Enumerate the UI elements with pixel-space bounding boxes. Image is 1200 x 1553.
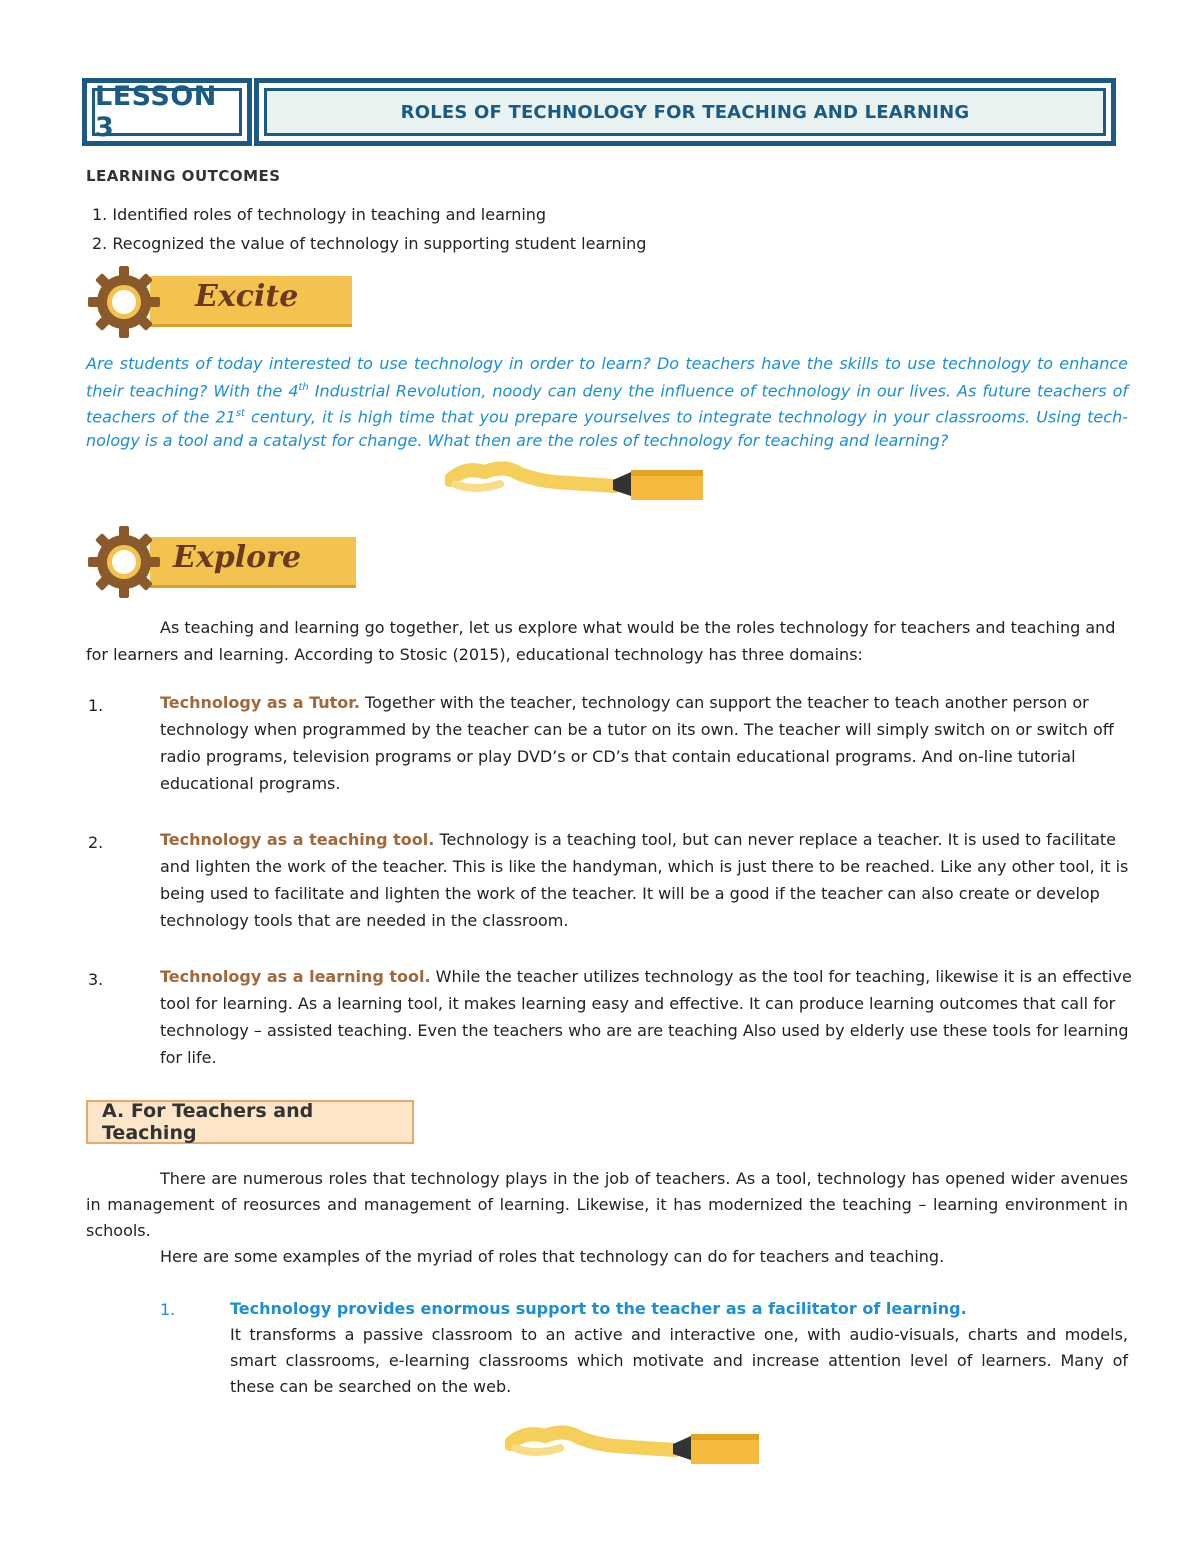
highlighter-icon bbox=[445, 458, 707, 504]
section-a-paragraph: Here are some examples of the myriad of roles that technology can do for teachers and teaching. bbox=[160, 1247, 945, 1266]
section-a-paragraph: There are numerous roles that technology plays in the job of teachers. As a tool, technology has opened wider avenues in management of reosurces and management of learning. Likewise, it has modernized the teaching – learning environment in schools. bbox=[86, 1169, 1128, 1240]
lesson-number-box bbox=[82, 78, 252, 146]
outcome-item: 2. Recognized the value of technology in supporting student learning bbox=[92, 234, 647, 253]
lesson-title-box bbox=[254, 78, 1116, 146]
learning-outcomes-heading: LEARNING OUTCOMES bbox=[86, 167, 281, 185]
outcome-item: 1. Identified roles of technology in teaching and learning bbox=[92, 205, 547, 224]
list-number: 1. bbox=[160, 1300, 176, 1319]
item-lead: Technology provides enormous support to the teacher as a facilitator of learning. bbox=[230, 1299, 967, 1318]
list-number: 1. bbox=[88, 696, 104, 715]
lesson-number: LESSON 3 bbox=[92, 88, 242, 136]
explore-intro: As teaching and learning go together, let us explore what would be the roles technology for teachers and teaching and for learners and learning. According to Stosic (2015), educational technology has three domains: bbox=[86, 618, 1116, 664]
list-item: Technology as a Tutor. Together with the teacher, technology can support the teacher to teach another person or technology when programmed by the teacher can be a tutor on its own. The teacher will simply switch on or switch off radio programs, television programs or play DVD’s or CD’s that contain educational programs. And on-line tutorial educational programs. bbox=[160, 693, 1114, 793]
explore-label: Explore bbox=[173, 540, 302, 575]
list-item bbox=[230, 1296, 1128, 1400]
excite-label: Excite bbox=[195, 279, 299, 314]
excite-intro: Are students of today interested to use technology in order to learn? Do teachers have the skills to use technology to enhance their teaching? With the 4th Industrial Revolution, noody can deny the influence of technology in our lives. As future teachers of teachers of the 21st century, it is high time that you prepare yourselves to integrate technology in your classrooms. Using tech-nology is a tool and a catalyst for change. What then are the roles of technology for teaching and learning? bbox=[86, 354, 1128, 451]
gear-icon bbox=[86, 264, 162, 340]
item-text: It transforms a passive classroom to an active and interactive one, with audio-visuals, charts and models, smart classrooms, e-learning classrooms which motivate and increase attention level of learners. Many of these can be searched on the web. bbox=[230, 1325, 1128, 1396]
list-item: Technology as a teaching tool. Technology is a teaching tool, but can never replace a teacher. It is used to facilitate and lighten the work of the teacher. This is like the handyman, which is just there to be reached. Like any other tool, it is being used to facilitate and lighten the work of the teacher. It will be a good if the teacher can also create or develop technology tools that are needed in the classroom. bbox=[160, 830, 1129, 930]
list-number: 3. bbox=[88, 970, 104, 989]
list-number: 2. bbox=[88, 833, 104, 852]
lesson-title: ROLES OF TECHNOLOGY FOR TEACHING AND LEARNING bbox=[264, 88, 1106, 136]
highlighter-icon bbox=[505, 1422, 767, 1468]
list-item: Technology as a learning tool. While the teacher utilizes technology as the tool for teaching, likewise it is an effective tool for learning. As a learning tool, it makes learning easy and effective. It can produce learning outcomes that call for technology – assisted teaching. Even the teachers who are are teaching Also used by elderly use these tools for learning for life. bbox=[160, 967, 1132, 1067]
section-a-heading: A. For Teachers and Teaching bbox=[86, 1100, 414, 1144]
gear-icon bbox=[86, 524, 162, 600]
